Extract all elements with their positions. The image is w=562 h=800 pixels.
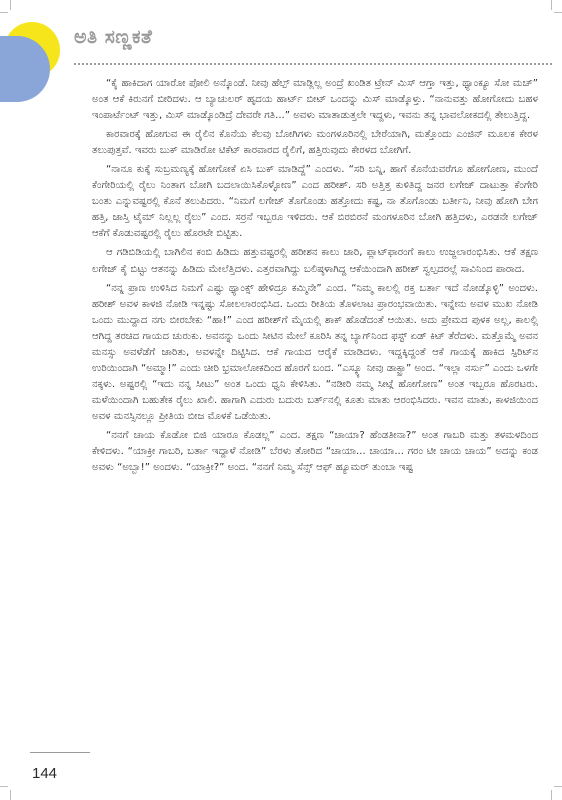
section-title: ಅತಿ ಸಣ್ಣಕತೆ (74, 26, 153, 48)
crop-mark (551, 0, 552, 10)
crop-mark (551, 790, 552, 800)
page-number: 144 (32, 765, 58, 782)
paragraph: “ಕೈ ಹಾಕಿದಾಗ ಯಾರೋ ಪೋಲಿ ಅನ್ಕೊಂಡೆ. ನೀವು ಹೆಲ್ಪ್ ಮಾಡ್ಲಿಲ್ಲ ಅಂದ್ರೆ ಖಂಡಿತ ಟ್ರೇನ್ ಮಿಸ್ ಆಗ್ತಾ ಇತ್ತು, ಥ್ಯಾಂಕ್ಯೂ ಸೋ ಮಚ್” ಅಂತ ಆಕೆ ಕಿರುನಗೆ ಬೀರಿದಳು. ಆ ಬ್ಯಾಚುಲರ್ ಹೃದಯ ಹಾರ್ಟ್ ಬೀಟ್ ಒಂದನ್ನು ಮಿಸ್ ಮಾಡ್ಕೊಳ್ತು. “ನಾನುವತ್ತು ಹೋಗೋದು ಬಹಳ ಇಂಪಾರ್ಟೆಂಟ್ ಇತ್ತು, ಮಿಸ್ ಮಾಡ್ಕೊಂಡಿದ್ರೆ ದೇವರೇ ಗತಿ...” ಅವಳು ಮಾತಾಡುತ್ತಲೇ ಇದ್ದಳು, ಇವನು ತನ್ನ ಭಾವಲೋಕದಲ್ಲಿ ತೇಲುತ್ತಿದ್ದ. (92, 78, 538, 122)
dotted-divider (74, 63, 552, 65)
crop-mark (10, 790, 11, 800)
crop-mark (0, 786, 8, 787)
paragraph: “ನನ್ನ ಪ್ರಾಣ ಉಳಿಸಿದ ನಿಮಗೆ ಎಷ್ಟು ಥ್ಯಾಂಕ್ಸ್ ಹೇಳಿದ್ರೂ ಕಮ್ಮಿನೇ” ಎಂದ. “ನಿಮ್ಮ ಕಾಲಲ್ಲಿ ರಕ್ತ ಬರ್ತಾ ಇದೆ ನೋಡ್ಕೊಳ್ಳಿ” ಅಂದಳು. ಹರೀಶ್ ಅವಳ ಕಾಳಜಿ ನೋಡಿ ಇನ್ನಷ್ಟು ಸೋಲಲಾರಂಭಿಸಿದ. ಒಂದು ರೀತಿಯ ತೊಳಲಾಟ ಪ್ರಾರಂಭವಾಯಿತು. ಇನ್ನೇನು ಅವಳ ಮುಖ ನೋಡಿ ಒಂದು ಮುದ್ದಾದ ನಗು ಬೀರಬೇಕು “ಹಾ!” ಎಂದ ಹರೀಶ್‌ಗೆ ಮೈಯಲ್ಲಿ ಶಾಕ್ ಹೊಡೆದಂತೆ ಆಯಿತು. ಅದು ಪ್ರೇಮದ ಪುಳಕ ಅಲ್ಲ, ಕಾಲಲ್ಲಿ ಆಗಿದ್ದ ತರಚಿದ ಗಾಯದ ಚುರುಕು. ಅವನನ್ನು ಒಂದು ಸೀಟಿನ ಮೇಲೆ ಕೂರಿಸಿ ತನ್ನ ಬ್ಯಾಗ್‌ನಿಂದ ಫಸ್ಟ್ ಏಡ್ ಕಿಟ್ ತೆರೆದಳು. ಮತ್ತೊಮ್ಮೆ ಅವನ ಮನಸ್ಸು ಅವಳೆಡೆಗೆ ಜಾರಿತು, ಅವಳನ್ನೇ ದಿಟ್ಟಿಸಿದ. ಆಕೆ ಗಾಯದ ಆರೈಕೆ ಮಾಡಿದಳು. ಇದ್ದಕ್ಕಿದ್ದಂತೆ ಆಕೆ ಗಾಯಕ್ಕೆ ಹಾಕಿದ ಸ್ಪಿರಿಟ್‌ನ ಉರಿಯಿಂದಾಗಿ “ಅಮ್ಮಾ!” ಎಂದು ಚೀರಿ ಭ್ರಮಾಲೋಕದಿಂದ ಹೊರಗೆ ಬಂದ. “ಎಸ್ಕ್ಯೂ ನೀವು ಡಾಕ್ಟ್ರಾ” ಅಂದ. “ಇಲ್ಲಾ ನರ್ಸು” ಎಂದು ಒಳಗೇ ನಕ್ಕಳು. ಅಷ್ಟರಲ್ಲಿ “ಇದು ನನ್ನ ಸೀಟು” ಅಂತ ಒಂದು ಧ್ವನಿ ಕೇಳಿಸಿತು. “ನಡೀರಿ ನಮ್ಮ ಸೀಟ್ಗೆ ಹೋಗೋಣ” ಅಂತ ಇಬ್ಬರೂ ಹೊರಟರು. ಮಳೆಯಿಂದಾಗಿ ಬಹುತೇಕ ರೈಲು ಖಾಲಿ. ಹಾಗಾಗಿ ಎದುರು ಬದುರು ಬರ್ತ್‌ನಲ್ಲಿ ಕೂತು ಮಾತು ಆರಂಭಿಸಿದರು. ಇವನ ಮಾತು, ಕಾಳಜಿಯಿಂದ ಅವಳ ಮನಸ್ಸಿನಲ್ಲೂ ಪ್ರೀತಿಯ ಬೀಜ ಮೊಳಕೆ ಒಡೆಯಿತು. (92, 282, 538, 422)
paragraph: ಆ ಗಡಿಬಿಡಿಯಲ್ಲಿ ಬಾಗಿಲಿನ ಕಂಬಿ ಹಿಡಿದು ಹತ್ತುವಷ್ಟರಲ್ಲಿ ಹರೀಶನ ಕಾಲು ಜಾರಿ, ಪ್ಲಾಟ್‌ಫಾರಂಗೆ ಕಾಲು ಉಜ್ಜಲಾರಂಭಿಸಿತು. ಆಕೆ ತಕ್ಷಣ ಲಗೇಜ್ ಕೈ ಬಿಟ್ಟು ಆತನನ್ನು ಹಿಡಿದು ಮೇಲೆತ್ತಿದಳು. ಎತ್ತರವಾಗಿದ್ದು ಬಲಿಷ್ಠಳಾಗಿದ್ದ ಆಕೆಯಿಂದಾಗಿ ಹರೀಶ್ ಸ್ವಲ್ಪದರಲ್ಲೆ ಸಾವಿನಿಂದ ಪಾರಾದ. (92, 247, 538, 275)
paragraph: “ನನಗೆ ಚಾಯ ಕೊಡೋ ಬಿಜಿ ಯಾರೂ ಕೊಡಲ್ಲ” ಎಂದ. ತಕ್ಷಣ “ಚಾಯಾ? ಹೆಂಡತೀನಾ?” ಅಂತ ಗಾಬರಿ ಮತ್ತು ತಳಮಳದಿಂದ ಕೇಳಿದಳು. “ಯಾಕ್ರೀ ಗಾಬರಿ, ಬರ್ತಾ ಇದ್ದಾಳೆ ನೋಡಿ” ಬೆರಳು ತೋರಿದ “ಚಾಯಾ... ಚಾಯಾ... ಗರಂ ಟೀ ಚಾಯ ಚಾಯ” ಅದನ್ನು ಕಂಡ ಅವಳು “ಅಬ್ಬಾ!” ಅಂದಳು. “ಯಾಕ್ರೀ?” ಅಂದ. “ನನಗೆ ನಿಮ್ಮ ಸೆನ್ಸ್ ಆಫ್ ಹ್ಯೂಮರ್ ತುಂಬಾ ಇಷ್ಟ (92, 429, 538, 474)
paragraph: “ನಾನೂ ಕುಕ್ಕೆ ಸುಬ್ರಮಣ್ಯಕ್ಕೆ ಹೋಗೋಕೆ ಏಸಿ ಬುಕ್ ಮಾಡಿದ್ದೆ” ಎಂದಳು. “ಸರಿ ಬನ್ನಿ, ಹಾಗೆ ಕೊನೆಯವರೆಗೂ ಹೋಗೋಣ, ಮುಂದೆ ಕೆಂಗೇರಿಯಲ್ಲಿ ರೈಲು ನಿಂತಾಗ ಬೋಗಿ ಬದಲಾಯಿಸಿಕೊಳ್ಳೋಣ” ಎಂದ ಹರೀಶ್. ಸರಿ ಅತ್ತಿತ್ತ ಕುಳಿತಿದ್ದ ಜನರ ಲಗೇಜ್ ದಾಟುತ್ತಾ ಕೆಂಗೇರಿ ಬಂತು ಎನ್ನುವಷ್ಟರಲ್ಲಿ ಕೊನೆ ತಲುಪಿದರು. “ನಿಮಗೆ ಲಗೇಜ್ ತೊಗೊಂಡು ಹತ್ತೋದು ಕಷ್ಟ, ನಾ ತೊಗೊಂಡು ಬರ್ತೀನಿ, ನೀವು ಹೋಗಿ ಬೇಗ ಹತ್ತಿ, ಜಾಸ್ತಿ ಟೈಮ್ ನಿಲ್ಲಲ್ಲ ರೈಲು” ಎಂದ. ಸರ್ರನೆ ಇಬ್ಬರೂ ಇಳಿದರು. ಆಕೆ ಬಿರಬಿರನೆ ಮಂಗಳೂರಿನ ಬೋಗಿ ಹತ್ತಿದಳು, ಎರಡನೇ ಲಗೇಜ್ ಆಕೆಗೆ ಕೊಡುವಷ್ಟರಲ್ಲಿ ರೈಲು ಹೊರಟೇ ಬಿಟ್ಟಿತು. (92, 164, 538, 240)
crop-mark (554, 786, 562, 787)
crop-mark (0, 12, 8, 13)
footer-rule (30, 752, 90, 753)
story-text (92, 76, 538, 479)
crop-mark (10, 0, 11, 10)
paragraph: ಕಾರವಾರಕ್ಕೆ ಹೋಗುವ ಈ ರೈಲಿನ ಕೊನೆಯ ಕೆಲವು ಬೋಗಿಗಳು ಮಂಗಳೂರಿನಲ್ಲಿ ಬೇರೆಯಾಗಿ, ಮತ್ತೊಂದು ಎಂಜಿನ್ ಮೂಲಕ ಕೇರಳ ತಲುಪುತ್ತವೆ. ಇವರು ಬುಕ್ ಮಾಡಿರೋ ಟಿಕೆಟ್ ಕಾರವಾರದ ರೈಲಿಗೆ, ಹತ್ತಿರುವುದು ಕೇರಳದ ಬೋಗಿಗೆ. (92, 129, 538, 157)
crop-mark (554, 12, 562, 13)
